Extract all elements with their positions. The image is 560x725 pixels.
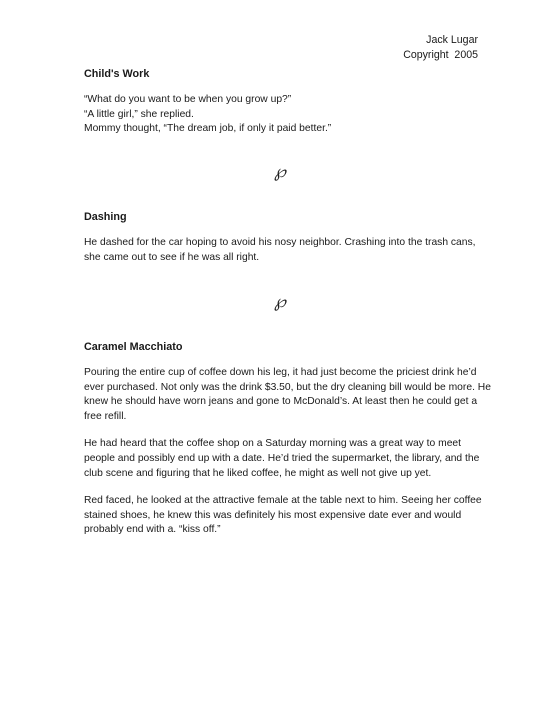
story-caramel-macchiato: [84, 340, 494, 538]
author-name: Jack Lugar: [426, 34, 478, 46]
story-paragraph: Pouring the entire cup of coffee down his leg, it had just become the priciest drink he’d ever purchased. Not only was the drink $3.50, but the dry cleaning bill would be more. He knew he should have worn jeans and gone to McDonald’s. At least then he could get a free refill.: [84, 367, 491, 422]
story-title: Child's Work: [84, 68, 150, 80]
section-ornament: ℘: [274, 162, 286, 182]
story-title: Caramel Macchiato: [84, 341, 183, 353]
story-paragraph: Red faced, he looked at the attractive female at the table next to him. Seeing her coffee stained shoes, he knew this was definitely his most expensive date ever and would probably end with a. “kiss off.”: [84, 495, 482, 536]
section-ornament: ℘: [274, 292, 286, 312]
story-paragraph: He dashed for the car hoping to avoid his nosy neighbor. Crashing into the trash cans, she came out to see if he was all right.: [84, 237, 476, 263]
page-header: [403, 33, 478, 62]
story-childs-work: [84, 67, 494, 137]
story-paragraph: “What do you want to be when you grow up?” “A little girl,” she replied. Mommy thought, “The dream job, if only it paid better.”: [84, 94, 332, 135]
story-title: Dashing: [84, 211, 127, 223]
story-paragraph: He had heard that the coffee shop on a Saturday morning was a great way to meet people and possibly end up with a date. He’d tried the supermarket, the library, and the club scene and figuring that he liked coffee, he might as well not give up yet.: [84, 438, 480, 479]
copyright-line: Copyright 2005: [403, 48, 478, 61]
story-dashing: [84, 210, 494, 265]
